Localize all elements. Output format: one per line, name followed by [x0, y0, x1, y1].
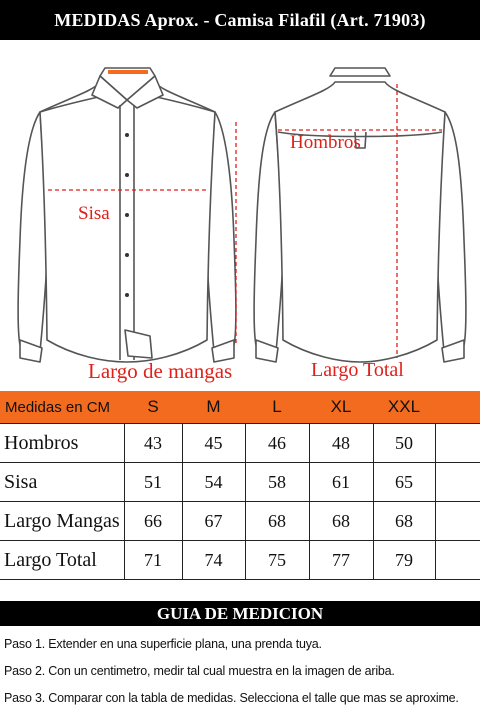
table-cell: 68 [309, 502, 373, 541]
table-header-row [0, 391, 480, 424]
page-title: MEDIDAS Aprox. - Camisa Filafil (Art. 71903) [0, 0, 480, 40]
sisa-label: Sisa [78, 203, 110, 224]
row-label: Largo Mangas [0, 502, 124, 541]
table-cell: 45 [182, 424, 245, 463]
row-label: Hombros [0, 424, 124, 463]
size-header: S [124, 391, 182, 424]
largo-mangas-label: Largo de mangas [88, 359, 233, 383]
guide-title: GUIA DE MEDICION [0, 601, 480, 626]
size-header-empty [435, 391, 480, 424]
table-cell: 79 [373, 541, 435, 580]
guide-steps [4, 631, 478, 712]
table-cell: 51 [124, 463, 182, 502]
table-cell: 61 [309, 463, 373, 502]
table-cell: 65 [373, 463, 435, 502]
guide-step: Paso 2. Con un centimetro, medir tal cual muestra en la imagen de ariba. [4, 664, 395, 678]
size-header: M [182, 391, 245, 424]
row-label: Largo Total [0, 541, 124, 580]
shirt-back-illustration [254, 68, 466, 362]
table-cell-empty [435, 502, 480, 541]
size-header: XL [309, 391, 373, 424]
table-cell-empty [435, 541, 480, 580]
shirt-illustrations [0, 40, 480, 390]
table-row [0, 463, 480, 502]
table-cell: 66 [124, 502, 182, 541]
size-header: XXL [373, 391, 435, 424]
table-cell-empty [435, 463, 480, 502]
table-cell: 48 [309, 424, 373, 463]
table-cell: 68 [245, 502, 309, 541]
table-row [0, 541, 480, 580]
size-table [0, 391, 480, 580]
table-cell: 58 [245, 463, 309, 502]
table-cell: 67 [182, 502, 245, 541]
guide-step: Paso 1. Extender en una superficie plana, una prenda tuya. [4, 637, 322, 651]
size-header: L [245, 391, 309, 424]
table-cell: 54 [182, 463, 245, 502]
largo-total-label: Largo Total [311, 359, 404, 381]
table-cell: 46 [245, 424, 309, 463]
table-row [0, 502, 480, 541]
table-cell-empty [435, 424, 480, 463]
table-cell: 50 [373, 424, 435, 463]
table-cell: 75 [245, 541, 309, 580]
hombros-label: Hombros [290, 132, 361, 153]
table-cell: 77 [309, 541, 373, 580]
table-cell: 43 [124, 424, 182, 463]
table-row [0, 424, 480, 463]
table-header-label: Medidas en CM [0, 391, 124, 424]
guide-step: Paso 3. Comparar con la tabla de medidas. Selecciona el talle que mas se aproxime. [4, 691, 459, 705]
shirt-diagram [0, 40, 480, 390]
table-cell: 74 [182, 541, 245, 580]
table-cell: 71 [124, 541, 182, 580]
row-label: Sisa [0, 463, 124, 502]
table-cell: 68 [373, 502, 435, 541]
